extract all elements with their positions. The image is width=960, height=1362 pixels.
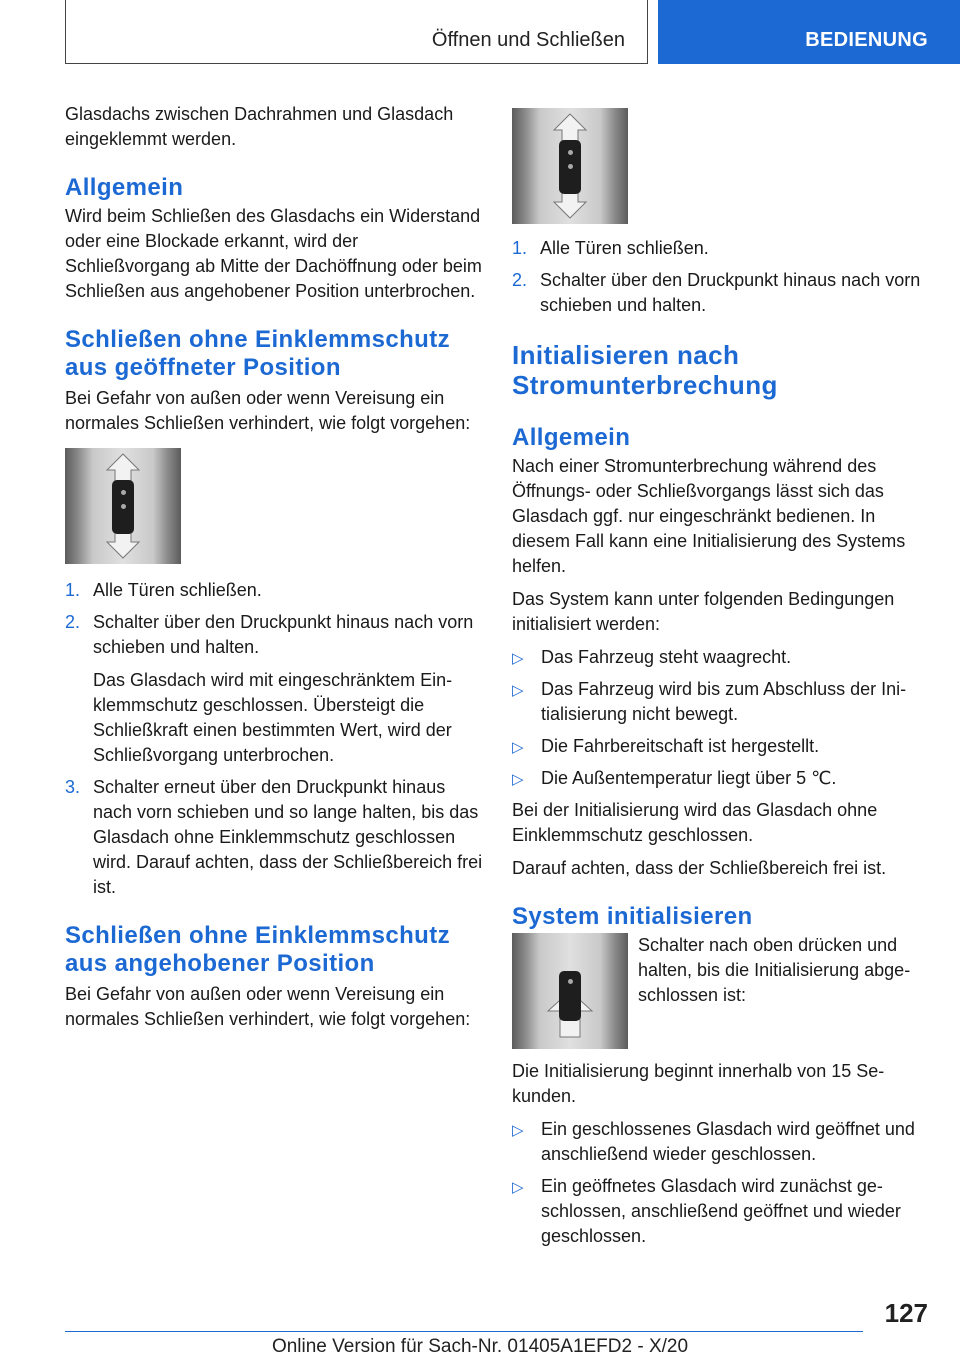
paragraph-closing-raised-position: Bei Gefahr von außen oder wenn Vereisung ein normales Schließen verhindert, wie folgt vorgehen: <box>65 984 471 1029</box>
triangle-bullet-icon: ▷ <box>512 682 524 699</box>
triangle-bullet-icon: ▷ <box>512 1122 524 1139</box>
list-item: ▷ Ein geschlossenes Glasdach wird geöffnet und anschließend wieder geschlossen. <box>512 1119 915 1164</box>
list-item: ▷ Die Außentemperatur liegt über 5 ℃. <box>512 766 932 791</box>
paragraph-stromunterbrechung: Nach einer Stromunterbrechung während des Öffnungs- oder Schließvorgangs lässt sich das Glasdach ggf. nur eingeschränkt bedienen. In diesem Fall kann eine Initialisierung des Systems helfen. <box>512 456 906 576</box>
page-number: 127 <box>884 1298 928 1328</box>
results-list <box>512 1117 932 1249</box>
list-item: ▷ Das Fahrzeug wird bis zum Abschluss der Initialisierung nicht bewegt. <box>512 679 907 724</box>
left-column <box>65 102 483 1040</box>
chapter-title: BEDIENUNG <box>805 29 928 51</box>
step-note: Das Glasdach wird mit eingeschränktem Einklemmschutz geschlossen. Übersteigt die Schließkraft einen bestimmten Wert, wird der Schließvorgang unterbrochen. <box>93 670 453 765</box>
paragraph-bedingungen: Das System kann unter folgenden Bedingungen initialisiert werden: <box>512 589 895 634</box>
conditions-list <box>512 645 932 791</box>
list-item: ▷ Ein geöffnetes Glasdach wird zunächst geschlossen, anschließend geöffnet und wieder geschlossen. <box>512 1176 901 1246</box>
triangle-bullet-icon: ▷ <box>512 650 524 667</box>
list-item: 2. Schalter über den Druckpunkt hinaus nach vorn schieben und halten. Das Glasdach wird mit eingeschränktem Einklemmschutz geschlossen. Übersteigt die Schließkraft einen bestimmten Wert, wird der Schließvorgang unterbrochen. <box>65 610 483 768</box>
steps-list-open-position <box>65 578 483 900</box>
heading-allgemein-right: Allgemein <box>512 424 631 451</box>
switch-illustration-image <box>65 448 181 564</box>
intro-text: Glasdachs zwischen Dachrahmen und Glasdach eingeklemmt werden. <box>65 104 454 149</box>
paragraph-initialisierung: Bei der Initialisierung wird das Glasdach ohne Einklemmschutz geschlossen. <box>512 800 878 845</box>
right-column <box>512 108 932 1256</box>
list-item: 1. Alle Türen schließen. <box>65 580 262 600</box>
triangle-bullet-icon: ▷ <box>512 739 524 756</box>
header-section-box <box>65 0 648 64</box>
triangle-bullet-icon: ▷ <box>512 1179 524 1196</box>
page-header <box>0 0 960 68</box>
paragraph-closing-open-position: Bei Gefahr von außen oder wenn Vereisung ein normales Schließen verhindert, wie folgt vorgehen: <box>65 388 471 433</box>
paragraph-schliessbereich: Darauf achten, dass der Schließbereich frei ist. <box>512 858 887 878</box>
paragraph-system-init: Schalter nach oben drücken und halten, bis die Initialisierung abgeschlossen ist: <box>638 935 911 1005</box>
system-init-block <box>512 933 932 1049</box>
section-title: Öffnen und Schließen <box>431 29 625 51</box>
switch-illustration-image <box>512 108 628 224</box>
heading-allgemein: Allgemein <box>65 174 184 201</box>
heading-closing-open-position: Schließen ohne Einklemmschutz aus geöffneter Position <box>65 326 451 381</box>
heading-closing-raised-position: Schließen ohne Einklemmschutz aus angehobener Position <box>65 922 451 977</box>
list-item: 1. Alle Türen schließen. <box>512 238 709 258</box>
list-item: ▷ Die Fahrbereitschaft ist hergestellt. <box>512 734 932 759</box>
list-item: 3. Schalter erneut über den Druckpunkt hinaus nach vorn schieben und so lange halten, bis das Glasdach ohne Einklemmschutz geschlossen wird. Darauf achten, dass der Schließbereich frei ist. <box>65 777 483 897</box>
footer-online-version: Online Version für Sach-Nr. 01405A1EFD2 - X/20 <box>271 1336 689 1357</box>
chapter-tab <box>658 0 960 64</box>
footer-divider <box>65 1331 863 1332</box>
list-item: 2. Schalter über den Druckpunkt hinaus nach vorn schieben und halten. <box>512 270 921 315</box>
heading-system-initialisieren: System initialisieren <box>512 903 753 930</box>
paragraph-allgemein: Wird beim Schließen des Glasdachs ein Widerstand oder eine Blockade erkannt, wird der Schließvorgang ab Mitte der Dachöffnung oder beim Schließen aus angehobener Position unterbrochen. <box>65 206 482 301</box>
switch-illustration-image <box>512 933 628 1049</box>
triangle-bullet-icon: ▷ <box>512 771 524 788</box>
steps-list-raised-position <box>512 236 932 318</box>
heading-initialisieren: Initialisieren nach Stromunterbrechung <box>512 340 778 400</box>
paragraph-beginn: Die Initialisierung beginnt innerhalb von 15 Sekunden. <box>512 1061 885 1106</box>
list-item: ▷ Das Fahrzeug steht waagrecht. <box>512 645 932 670</box>
